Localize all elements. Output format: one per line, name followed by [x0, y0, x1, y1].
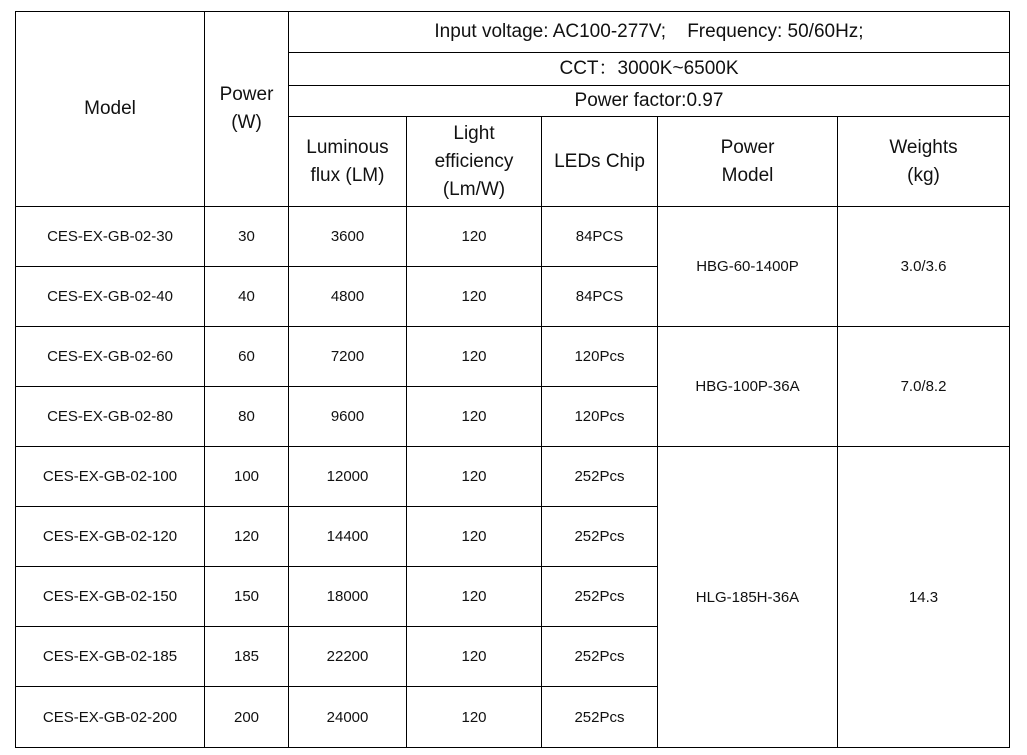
chip-cell: 252Pcs: [542, 687, 658, 748]
power-cell: 30: [205, 207, 289, 267]
efficiency-cell: 120: [407, 687, 542, 748]
power-cell: 200: [205, 687, 289, 748]
model-cell: CES-EX-GB-02-40: [16, 267, 205, 327]
header-row-voltage: [16, 12, 1010, 53]
spec-table: [15, 11, 1010, 748]
flux-cell: 4800: [289, 267, 407, 327]
flux-cell: 3600: [289, 207, 407, 267]
chip-cell: 252Pcs: [542, 507, 658, 567]
header-efficiency-line1: Light: [453, 122, 495, 144]
header-power-line1: Power: [219, 84, 274, 105]
header-cct: CCT：3000K~6500K: [289, 53, 1010, 86]
efficiency-cell: 120: [407, 447, 542, 507]
header-weights-line2: (kg): [907, 164, 940, 186]
header-weights-line1: Weights: [889, 136, 958, 158]
model-cell: CES-EX-GB-02-80: [16, 387, 205, 447]
flux-cell: 18000: [289, 567, 407, 627]
header-leds-chip: LEDs Chip: [542, 117, 658, 207]
header-flux: [289, 117, 407, 207]
header-power-factor: Power factor:0.97: [289, 86, 1010, 117]
header-power-model-line1: Power: [720, 136, 775, 158]
model-cell: CES-EX-GB-02-185: [16, 627, 205, 687]
model-cell: CES-EX-GB-02-100: [16, 447, 205, 507]
table-row: [16, 327, 1010, 387]
weight-cell: 7.0/8.2: [838, 327, 1010, 447]
chip-cell: 252Pcs: [542, 567, 658, 627]
chip-cell: 252Pcs: [542, 447, 658, 507]
efficiency-cell: 120: [407, 267, 542, 327]
efficiency-cell: 120: [407, 567, 542, 627]
power-model-cell: HLG-185H-36A: [658, 447, 838, 748]
header-efficiency-line2: efficiency: [434, 150, 514, 172]
power-cell: 100: [205, 447, 289, 507]
chip-cell: 84PCS: [542, 267, 658, 327]
efficiency-cell: 120: [407, 507, 542, 567]
power-model-cell: HBG-60-1400P: [658, 207, 838, 327]
power-cell: 40: [205, 267, 289, 327]
power-model-cell: HBG-100P-36A: [658, 327, 838, 447]
model-cell: CES-EX-GB-02-60: [16, 327, 205, 387]
chip-cell: 84PCS: [542, 207, 658, 267]
flux-cell: 14400: [289, 507, 407, 567]
table-row: [16, 447, 1010, 507]
header-model: Model: [16, 12, 205, 207]
header-efficiency-line3: (Lm/W): [442, 178, 506, 200]
model-cell: CES-EX-GB-02-200: [16, 687, 205, 748]
flux-cell: 22200: [289, 627, 407, 687]
power-cell: 80: [205, 387, 289, 447]
header-efficiency: [407, 117, 542, 207]
model-cell: CES-EX-GB-02-30: [16, 207, 205, 267]
weight-cell: 3.0/3.6: [838, 207, 1010, 327]
header-power: [205, 12, 289, 207]
efficiency-cell: 120: [407, 627, 542, 687]
chip-cell: 120Pcs: [542, 387, 658, 447]
chip-cell: 252Pcs: [542, 627, 658, 687]
efficiency-cell: 120: [407, 207, 542, 267]
flux-cell: 12000: [289, 447, 407, 507]
header-input-voltage: Input voltage: AC100-277V; Frequency: 50/60Hz;: [289, 12, 1010, 53]
flux-cell: 24000: [289, 687, 407, 748]
header-power-line2: (W): [231, 112, 262, 133]
flux-cell: 9600: [289, 387, 407, 447]
header-flux-line2: flux (LM): [310, 164, 385, 186]
efficiency-cell: 120: [407, 387, 542, 447]
flux-cell: 7200: [289, 327, 407, 387]
header-weights: [838, 117, 1010, 207]
table-row: [16, 207, 1010, 267]
weight-cell: 14.3: [838, 447, 1010, 748]
power-cell: 120: [205, 507, 289, 567]
header-flux-line1: Luminous: [306, 136, 389, 158]
efficiency-cell: 120: [407, 327, 542, 387]
model-cell: CES-EX-GB-02-150: [16, 567, 205, 627]
power-cell: 185: [205, 627, 289, 687]
header-power-model: [658, 117, 838, 207]
chip-cell: 120Pcs: [542, 327, 658, 387]
model-cell: CES-EX-GB-02-120: [16, 507, 205, 567]
power-cell: 60: [205, 327, 289, 387]
power-cell: 150: [205, 567, 289, 627]
header-power-model-line2: Model: [721, 164, 774, 186]
